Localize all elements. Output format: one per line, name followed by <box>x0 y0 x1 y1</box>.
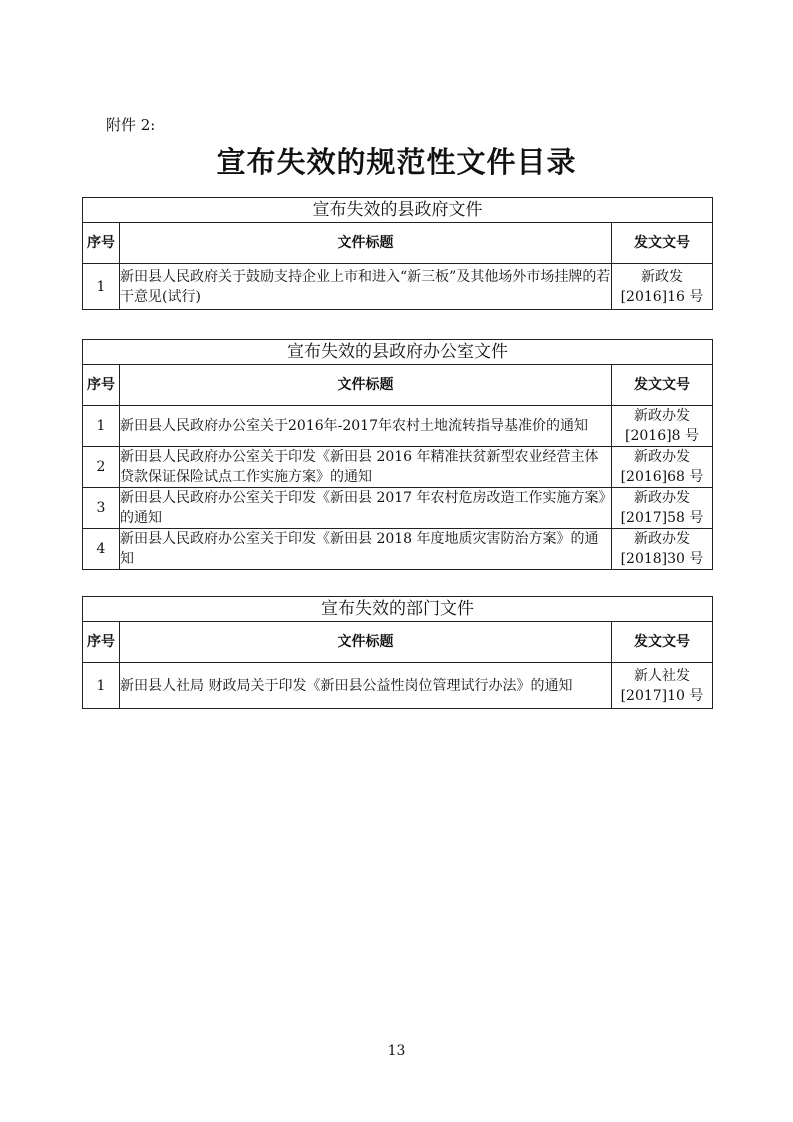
column-header-title: 文件标题 <box>120 365 612 406</box>
row-number: 1 <box>83 264 120 310</box>
row-number: 3 <box>83 488 120 529</box>
column-header-code: 发文文号 <box>612 622 713 663</box>
document-title-cell: 新田县人民政府办公室关于2016年-2017年农村土地流转指导基准价的通知 <box>120 406 612 447</box>
row-number: 4 <box>83 529 120 570</box>
document-title-cell: 新田县人社局 财政局关于印发《新田县公益性岗位管理试行办法》的通知 <box>120 663 612 709</box>
document-title-cell: 新田县人民政府关于鼓励支持企业上市和进入“新三板”及其他场外市场挂牌的若干意见(试行) <box>120 264 612 310</box>
table-row <box>83 663 713 709</box>
column-header-title: 文件标题 <box>120 622 612 663</box>
document-code-cell <box>612 264 713 310</box>
row-number: 1 <box>83 663 120 709</box>
issue-number: [2016]16 号 <box>620 288 704 305</box>
column-header-code: 发文文号 <box>612 223 713 264</box>
document-code-cell <box>612 529 713 570</box>
issuer-code: 新政办发 <box>634 449 690 465</box>
issue-number: [2016]8 号 <box>625 428 699 444</box>
attachment-label: 附件 2: <box>106 116 156 134</box>
table-row <box>83 488 713 529</box>
page-number: 13 <box>387 1043 406 1059</box>
table-row <box>83 529 713 570</box>
column-header-no: 序号 <box>83 622 120 663</box>
document-title-cell: 新田县人民政府办公室关于印发《新田县 2016 年精准扶贫新型农业经营主体贷款保证保险试点工作实施方案》的通知 <box>120 447 612 488</box>
county-government-table <box>82 197 713 310</box>
issue-number: [2017]10 号 <box>620 687 704 704</box>
issue-number: [2017]58 号 <box>620 510 704 526</box>
issuer-code: 新政办发 <box>634 531 690 547</box>
issue-number: [2016]68 号 <box>620 469 704 485</box>
section-caption: 宣布失效的县政府办公室文件 <box>83 340 713 365</box>
document-code-cell <box>612 406 713 447</box>
table-row <box>83 264 713 310</box>
row-number: 1 <box>83 406 120 447</box>
county-office-table <box>82 339 713 570</box>
issuer-code: 新政办发 <box>634 408 690 424</box>
document-code-cell <box>612 663 713 709</box>
section-caption: 宣布失效的部门文件 <box>83 597 713 622</box>
section-caption: 宣布失效的县政府文件 <box>83 198 713 223</box>
document-title: 宣布失效的规范性文件目录 <box>216 145 577 179</box>
issuer-code: 新人社发 <box>634 667 690 684</box>
department-table <box>82 596 713 709</box>
column-header-no: 序号 <box>83 223 120 264</box>
issuer-code: 新政办发 <box>634 490 690 506</box>
document-title-cell: 新田县人民政府办公室关于印发《新田县 2017 年农村危房改造工作实施方案》的通知 <box>120 488 612 529</box>
document-title-cell: 新田县人民政府办公室关于印发《新田县 2018 年度地质灾害防治方案》的通知 <box>120 529 612 570</box>
table-row <box>83 406 713 447</box>
column-header-code: 发文文号 <box>612 365 713 406</box>
document-code-cell <box>612 447 713 488</box>
issuer-code: 新政发 <box>641 268 683 285</box>
table-row <box>83 447 713 488</box>
row-number: 2 <box>83 447 120 488</box>
issue-number: [2018]30 号 <box>620 551 704 567</box>
column-header-title: 文件标题 <box>120 223 612 264</box>
column-header-no: 序号 <box>83 365 120 406</box>
document-code-cell <box>612 488 713 529</box>
